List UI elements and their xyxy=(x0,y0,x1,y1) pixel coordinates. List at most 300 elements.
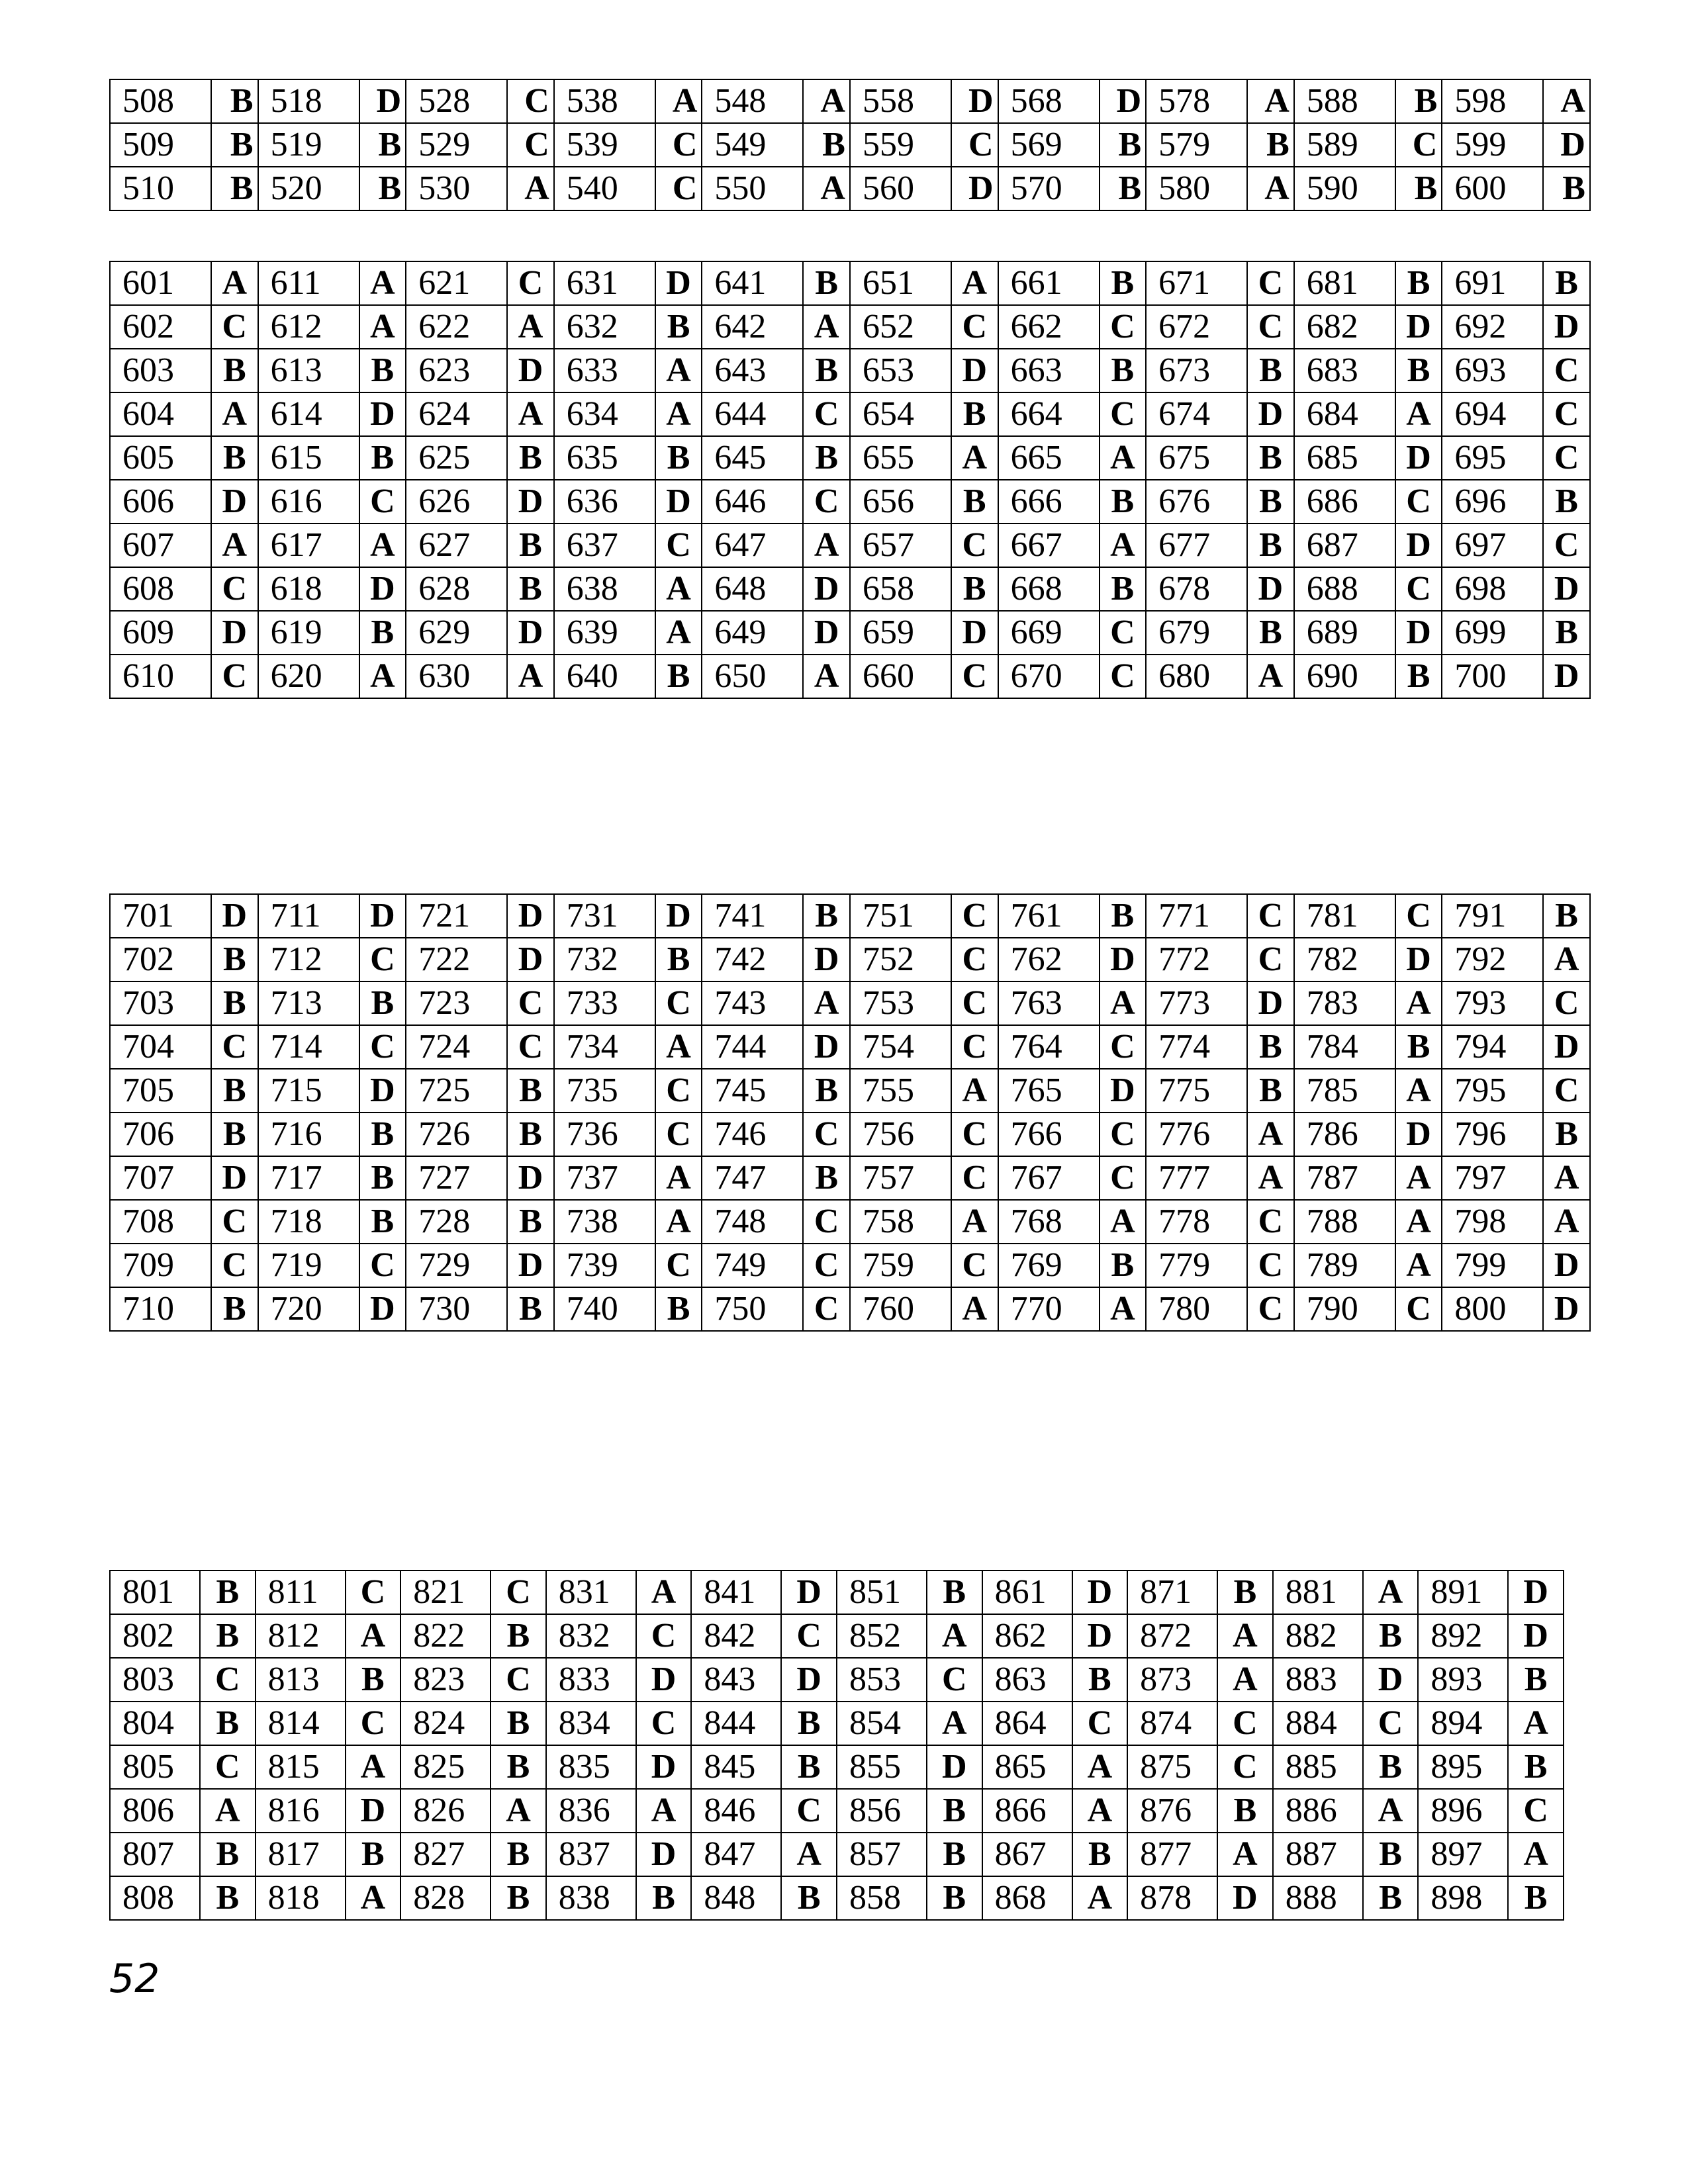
answer-letter: C xyxy=(951,1244,998,1287)
answer-letter: C xyxy=(951,123,998,167)
answer-letter: D xyxy=(636,1833,692,1876)
answer-letter: C xyxy=(507,261,554,305)
answer-letter: A xyxy=(1543,1200,1590,1244)
answer-letter: C xyxy=(507,79,554,123)
question-number: 736 xyxy=(554,1113,655,1156)
answer-letter: D xyxy=(1508,1614,1564,1658)
question-number: 648 xyxy=(702,567,803,611)
answer-letter: D xyxy=(1217,1876,1273,1920)
question-number: 519 xyxy=(258,123,359,167)
question-number: 897 xyxy=(1418,1833,1508,1876)
answer-letter: D xyxy=(1100,79,1147,123)
answer-letter: C xyxy=(1100,1025,1147,1069)
question-number: 816 xyxy=(256,1789,346,1833)
question-number: 693 xyxy=(1442,349,1543,392)
answer-letter: B xyxy=(507,436,554,480)
question-number: 706 xyxy=(110,1113,211,1156)
answer-letter: D xyxy=(1395,938,1442,981)
answer-letter: B xyxy=(1363,1876,1419,1920)
question-number: 509 xyxy=(110,123,211,167)
answer-letter: A xyxy=(1247,79,1294,123)
answer-letter: C xyxy=(359,1244,406,1287)
question-number: 685 xyxy=(1294,436,1395,480)
answer-letter: A xyxy=(803,523,850,567)
table-row xyxy=(110,480,1590,523)
question-number: 750 xyxy=(702,1287,803,1331)
answer-letter: C xyxy=(346,1570,401,1614)
question-number: 895 xyxy=(1418,1745,1508,1789)
answer-letter: A xyxy=(507,305,554,349)
answer-letter: B xyxy=(951,480,998,523)
answer-letter: B xyxy=(655,655,702,698)
answer-letter: B xyxy=(359,1200,406,1244)
answer-letter: B xyxy=(211,167,258,210)
answer-letter: A xyxy=(655,1200,702,1244)
answer-letter: C xyxy=(655,523,702,567)
answer-letter: C xyxy=(211,567,258,611)
answer-letter: D xyxy=(211,611,258,655)
question-number: 662 xyxy=(998,305,1100,349)
question-number: 538 xyxy=(554,79,655,123)
question-number: 799 xyxy=(1442,1244,1543,1287)
question-number: 713 xyxy=(258,981,359,1025)
question-number: 828 xyxy=(400,1876,491,1920)
question-number: 666 xyxy=(998,480,1100,523)
question-number: 658 xyxy=(850,567,951,611)
answer-letter: C xyxy=(1543,1069,1590,1113)
answer-letter: D xyxy=(1395,611,1442,655)
answer-letter: A xyxy=(803,167,850,210)
answer-letter: A xyxy=(781,1833,837,1876)
answer-letter: C xyxy=(211,655,258,698)
answer-letter: B xyxy=(507,1287,554,1331)
question-number: 628 xyxy=(406,567,507,611)
question-number: 762 xyxy=(998,938,1100,981)
question-number: 670 xyxy=(998,655,1100,698)
question-number: 728 xyxy=(406,1200,507,1244)
answer-letter: A xyxy=(359,523,406,567)
question-number: 644 xyxy=(702,392,803,436)
answer-letter: A xyxy=(1247,655,1294,698)
answer-letter: D xyxy=(655,480,702,523)
question-number: 645 xyxy=(702,436,803,480)
question-number: 854 xyxy=(837,1702,927,1745)
question-number: 788 xyxy=(1294,1200,1395,1244)
table-row xyxy=(110,261,1590,305)
question-number: 570 xyxy=(998,167,1100,210)
answer-letter: D xyxy=(507,938,554,981)
answer-letter: D xyxy=(781,1570,837,1614)
answer-letter: B xyxy=(200,1833,256,1876)
table-row xyxy=(110,123,1590,167)
answer-letter: B xyxy=(1247,1069,1294,1113)
question-number: 773 xyxy=(1146,981,1247,1025)
table-row xyxy=(110,1570,1564,1614)
question-number: 887 xyxy=(1273,1833,1363,1876)
answer-letter: A xyxy=(655,79,702,123)
answer-letter: B xyxy=(1543,611,1590,655)
answer-letter: C xyxy=(491,1658,546,1702)
question-number: 821 xyxy=(400,1570,491,1614)
table-row xyxy=(110,167,1590,210)
question-number: 638 xyxy=(554,567,655,611)
question-number: 853 xyxy=(837,1658,927,1702)
question-number: 847 xyxy=(691,1833,781,1876)
question-number: 615 xyxy=(258,436,359,480)
answer-letter: B xyxy=(211,79,258,123)
question-number: 589 xyxy=(1294,123,1395,167)
answer-letter: B xyxy=(1100,349,1147,392)
answer-letter: A xyxy=(951,261,998,305)
question-number: 712 xyxy=(258,938,359,981)
answer-letter: C xyxy=(200,1745,256,1789)
answer-letter: B xyxy=(1100,894,1147,938)
answer-letter: C xyxy=(951,981,998,1025)
answer-letter: B xyxy=(359,981,406,1025)
question-number: 710 xyxy=(110,1287,211,1331)
answer-letter: D xyxy=(951,349,998,392)
table-row xyxy=(110,1789,1564,1833)
answer-letter: C xyxy=(211,1244,258,1287)
question-number: 797 xyxy=(1442,1156,1543,1200)
question-number: 721 xyxy=(406,894,507,938)
answer-letter: C xyxy=(1247,938,1294,981)
answer-letter: B xyxy=(1217,1789,1273,1833)
answer-letter: D xyxy=(1247,392,1294,436)
answer-letter: B xyxy=(927,1876,982,1920)
answer-letter: B xyxy=(1543,480,1590,523)
question-number: 838 xyxy=(546,1876,636,1920)
question-number: 665 xyxy=(998,436,1100,480)
question-number: 637 xyxy=(554,523,655,567)
table-row xyxy=(110,1025,1590,1069)
question-number: 742 xyxy=(702,938,803,981)
question-number: 756 xyxy=(850,1113,951,1156)
question-number: 888 xyxy=(1273,1876,1363,1920)
answer-letter: B xyxy=(211,938,258,981)
question-number: 786 xyxy=(1294,1113,1395,1156)
question-number: 568 xyxy=(998,79,1100,123)
answer-letter: A xyxy=(655,349,702,392)
answer-letter: D xyxy=(1247,567,1294,611)
answer-letter: B xyxy=(211,981,258,1025)
answer-letter: D xyxy=(359,1069,406,1113)
answer-letter: A xyxy=(507,392,554,436)
answer-letter: D xyxy=(636,1658,692,1702)
question-number: 686 xyxy=(1294,480,1395,523)
question-number: 569 xyxy=(998,123,1100,167)
answer-letter: C xyxy=(507,123,554,167)
answer-letter: B xyxy=(803,1156,850,1200)
answer-letter: A xyxy=(1100,981,1147,1025)
answer-letter: B xyxy=(1363,1833,1419,1876)
question-number: 851 xyxy=(837,1570,927,1614)
answer-letter: A xyxy=(1100,523,1147,567)
question-number: 695 xyxy=(1442,436,1543,480)
answer-letter: D xyxy=(211,480,258,523)
answer-letter: C xyxy=(951,1113,998,1156)
answer-letter: C xyxy=(359,938,406,981)
answer-letter: A xyxy=(211,523,258,567)
answer-letter: B xyxy=(1543,167,1590,210)
question-number: 766 xyxy=(998,1113,1100,1156)
question-number: 605 xyxy=(110,436,211,480)
answer-letter: B xyxy=(1100,167,1147,210)
question-number: 866 xyxy=(982,1789,1072,1833)
answer-letter: C xyxy=(803,392,850,436)
question-number: 874 xyxy=(1127,1702,1217,1745)
question-number: 560 xyxy=(850,167,951,210)
question-number: 744 xyxy=(702,1025,803,1069)
answer-letter: D xyxy=(1508,1570,1564,1614)
question-number: 599 xyxy=(1442,123,1543,167)
question-number: 739 xyxy=(554,1244,655,1287)
answer-letter: A xyxy=(655,392,702,436)
answer-letter: A xyxy=(200,1789,256,1833)
answer-letter: C xyxy=(507,1025,554,1069)
question-number: 741 xyxy=(702,894,803,938)
answer-letter: B xyxy=(491,1745,546,1789)
question-number: 872 xyxy=(1127,1614,1217,1658)
question-number: 629 xyxy=(406,611,507,655)
question-number: 877 xyxy=(1127,1833,1217,1876)
answer-letter: A xyxy=(1395,981,1442,1025)
question-number: 748 xyxy=(702,1200,803,1244)
question-number: 867 xyxy=(982,1833,1072,1876)
question-number: 831 xyxy=(546,1570,636,1614)
question-number: 703 xyxy=(110,981,211,1025)
question-number: 800 xyxy=(1442,1287,1543,1331)
answer-letter: A xyxy=(951,1200,998,1244)
answer-letter: A xyxy=(359,261,406,305)
question-number: 806 xyxy=(110,1789,200,1833)
answer-key-table-801-898 xyxy=(109,1570,1564,1921)
answer-letter: D xyxy=(211,894,258,938)
answer-letter: D xyxy=(1247,981,1294,1025)
answer-letter: D xyxy=(951,79,998,123)
answer-letter: B xyxy=(781,1745,837,1789)
question-number: 868 xyxy=(982,1876,1072,1920)
question-number: 608 xyxy=(110,567,211,611)
question-number: 724 xyxy=(406,1025,507,1069)
question-number: 613 xyxy=(258,349,359,392)
answer-letter: C xyxy=(1395,480,1442,523)
question-number: 606 xyxy=(110,480,211,523)
question-number: 619 xyxy=(258,611,359,655)
question-number: 683 xyxy=(1294,349,1395,392)
answer-letter: D xyxy=(636,1745,692,1789)
question-number: 883 xyxy=(1273,1658,1363,1702)
answer-letter: C xyxy=(346,1702,401,1745)
question-number: 548 xyxy=(702,79,803,123)
answer-letter: A xyxy=(507,167,554,210)
question-number: 749 xyxy=(702,1244,803,1287)
question-number: 725 xyxy=(406,1069,507,1113)
answer-letter: C xyxy=(211,1025,258,1069)
answer-letter: B xyxy=(359,1113,406,1156)
question-number: 886 xyxy=(1273,1789,1363,1833)
answer-letter: B xyxy=(507,523,554,567)
question-number: 669 xyxy=(998,611,1100,655)
answer-letter: B xyxy=(1508,1745,1564,1789)
answer-letter: A xyxy=(927,1702,982,1745)
answer-letter: C xyxy=(1100,392,1147,436)
answer-letter: C xyxy=(1100,611,1147,655)
question-number: 808 xyxy=(110,1876,200,1920)
question-number: 604 xyxy=(110,392,211,436)
question-number: 757 xyxy=(850,1156,951,1200)
answer-letter: C xyxy=(1543,436,1590,480)
answer-letter: B xyxy=(803,123,850,167)
answer-letter: B xyxy=(927,1789,982,1833)
answer-letter: B xyxy=(1395,655,1442,698)
question-number: 848 xyxy=(691,1876,781,1920)
question-number: 520 xyxy=(258,167,359,210)
answer-letter: A xyxy=(507,655,554,698)
question-number: 855 xyxy=(837,1745,927,1789)
answer-letter: C xyxy=(951,1025,998,1069)
answer-letter: C xyxy=(1543,392,1590,436)
question-number: 814 xyxy=(256,1702,346,1745)
answer-letter: B xyxy=(927,1833,982,1876)
answer-letter: D xyxy=(359,1287,406,1331)
question-number: 607 xyxy=(110,523,211,567)
question-number: 727 xyxy=(406,1156,507,1200)
question-number: 674 xyxy=(1146,392,1247,436)
answer-letter: A xyxy=(951,1069,998,1113)
question-number: 864 xyxy=(982,1702,1072,1745)
answer-letter: C xyxy=(1217,1745,1273,1789)
question-number: 772 xyxy=(1146,938,1247,981)
question-number: 679 xyxy=(1146,611,1247,655)
answer-letter: B xyxy=(1217,1570,1273,1614)
table-row xyxy=(110,611,1590,655)
question-number: 580 xyxy=(1146,167,1247,210)
question-number: 787 xyxy=(1294,1156,1395,1200)
table-row xyxy=(110,392,1590,436)
question-number: 755 xyxy=(850,1069,951,1113)
question-number: 701 xyxy=(110,894,211,938)
answer-letter: B xyxy=(1543,261,1590,305)
answer-letter: D xyxy=(1072,1614,1128,1658)
question-number: 616 xyxy=(258,480,359,523)
question-number: 896 xyxy=(1418,1789,1508,1833)
question-number: 626 xyxy=(406,480,507,523)
answer-letter: D xyxy=(781,1658,837,1702)
question-number: 639 xyxy=(554,611,655,655)
question-number: 789 xyxy=(1294,1244,1395,1287)
question-number: 646 xyxy=(702,480,803,523)
question-number: 651 xyxy=(850,261,951,305)
question-number: 715 xyxy=(258,1069,359,1113)
answer-letter: B xyxy=(1363,1745,1419,1789)
answer-letter: B xyxy=(359,167,406,210)
question-number: 611 xyxy=(258,261,359,305)
answer-letter: A xyxy=(1363,1570,1419,1614)
answer-letter: B xyxy=(346,1833,401,1876)
answer-letter: A xyxy=(1395,392,1442,436)
table-row xyxy=(110,79,1590,123)
answer-letter: D xyxy=(803,938,850,981)
question-number: 680 xyxy=(1146,655,1247,698)
answer-letter: B xyxy=(803,261,850,305)
question-number: 624 xyxy=(406,392,507,436)
answer-letter: B xyxy=(211,349,258,392)
answer-letter: D xyxy=(803,611,850,655)
answer-letter: B xyxy=(1395,79,1442,123)
table-row xyxy=(110,1745,1564,1789)
question-number: 642 xyxy=(702,305,803,349)
question-number: 759 xyxy=(850,1244,951,1287)
answer-letter: A xyxy=(359,655,406,698)
answer-letter: C xyxy=(803,1113,850,1156)
question-number: 843 xyxy=(691,1658,781,1702)
answer-letter: A xyxy=(1217,1658,1273,1702)
answer-letter: C xyxy=(1100,305,1147,349)
answer-letter: D xyxy=(507,611,554,655)
answer-letter: C xyxy=(1217,1702,1273,1745)
answer-letter: A xyxy=(1543,79,1590,123)
question-number: 873 xyxy=(1127,1658,1217,1702)
answer-letter: A xyxy=(359,305,406,349)
question-number: 708 xyxy=(110,1200,211,1244)
answer-letter: C xyxy=(359,1025,406,1069)
answer-key-table-701-800 xyxy=(109,893,1591,1332)
answer-letter: C xyxy=(803,1287,850,1331)
answer-key-table-601-700 xyxy=(109,261,1591,699)
answer-letter: D xyxy=(951,167,998,210)
question-number: 617 xyxy=(258,523,359,567)
answer-letter: C xyxy=(803,1200,850,1244)
answer-letter: D xyxy=(507,894,554,938)
answer-letter: B xyxy=(951,392,998,436)
question-number: 844 xyxy=(691,1702,781,1745)
question-number: 603 xyxy=(110,349,211,392)
question-number: 882 xyxy=(1273,1614,1363,1658)
answer-letter: A xyxy=(1543,1156,1590,1200)
question-number: 893 xyxy=(1418,1658,1508,1702)
answer-letter: D xyxy=(1543,123,1590,167)
answer-letter: D xyxy=(1543,655,1590,698)
table-row xyxy=(110,1876,1564,1920)
answer-letter: B xyxy=(491,1614,546,1658)
answer-letter: B xyxy=(655,938,702,981)
answer-letter: C xyxy=(1395,123,1442,167)
answer-letter: B xyxy=(781,1876,837,1920)
question-number: 836 xyxy=(546,1789,636,1833)
answer-letter: D xyxy=(655,894,702,938)
answer-letter: D xyxy=(655,261,702,305)
answer-letter: B xyxy=(359,123,406,167)
answer-letter: C xyxy=(951,523,998,567)
answer-letter: A xyxy=(1395,1069,1442,1113)
question-number: 652 xyxy=(850,305,951,349)
answer-letter: A xyxy=(1247,167,1294,210)
question-number: 661 xyxy=(998,261,1100,305)
table-row xyxy=(110,1113,1590,1156)
question-number: 778 xyxy=(1146,1200,1247,1244)
answer-letter: A xyxy=(211,392,258,436)
answer-letter: D xyxy=(359,567,406,611)
question-number: 781 xyxy=(1294,894,1395,938)
question-number: 795 xyxy=(1442,1069,1543,1113)
question-number: 790 xyxy=(1294,1287,1395,1331)
answer-letter: B xyxy=(491,1702,546,1745)
question-number: 691 xyxy=(1442,261,1543,305)
answer-letter: B xyxy=(1100,480,1147,523)
question-number: 782 xyxy=(1294,938,1395,981)
answer-letter: A xyxy=(803,655,850,698)
